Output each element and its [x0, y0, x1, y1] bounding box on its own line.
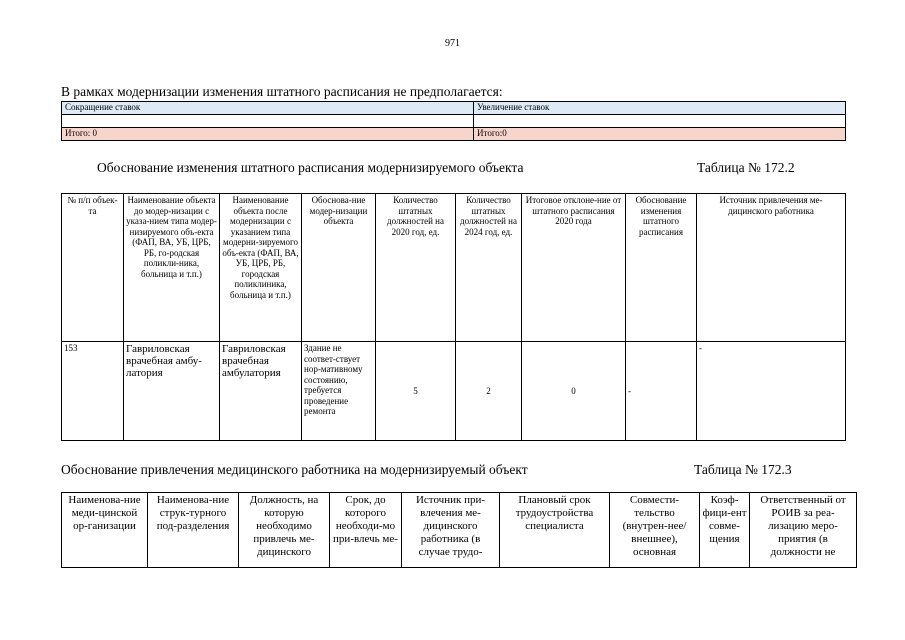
- table-172-2-number: Таблица № 172.2: [697, 160, 795, 175]
- table-172-2: [61, 193, 846, 441]
- t2-cell-source: -: [697, 342, 846, 441]
- t3-header-combination: Совмести-тельство (внутрен-нее/внешнее), основная: [610, 493, 700, 568]
- t2-header-source: Источник привлечения ме-дицинского работника: [697, 194, 846, 342]
- reduction-label: Сокращение ставок: [62, 102, 474, 115]
- table-172-3: [61, 492, 857, 568]
- t3-header-source: Источник при-влечения ме-дицинского работника (в случае трудо-: [402, 493, 500, 568]
- t2-header-count-2020: Количество штатных должностей на 2020 год, ед.: [376, 194, 456, 342]
- t3-header-responsible: Ответственный от РОИВ за реа-лизацию меро-приятия (в должности не: [750, 493, 857, 568]
- t2-cell-name-before: Гавриловская врачебная амбу-латория: [124, 342, 220, 441]
- t3-header-coefficient: Коэф-фици-ент совме-щения: [700, 493, 750, 568]
- page-number: 971: [445, 38, 460, 49]
- t2-header-name-after: Наименование объекта после модернизации с указанием типа модерни-зируемого объ-екта (ФАП, ВА, УБ, ЦРБ, РБ, городская поликлиника, больница и т.п.): [220, 194, 302, 342]
- t2-cell-change-reason: -: [626, 342, 697, 441]
- t2-cell-deviation: 0: [522, 342, 626, 441]
- table-172-3-number: Таблица № 172.3: [694, 462, 792, 477]
- intro-text: В рамках модернизации изменения штатного расписания не предполагается:: [61, 84, 503, 99]
- increase-total: Итого:0: [474, 128, 846, 141]
- t2-cell-name-after: Гавриловская врачебная амбулатория: [220, 342, 302, 441]
- t2-header-num: № п/п объек-та: [62, 194, 124, 342]
- staff-change-table: [61, 101, 846, 141]
- increase-label: Увеличение ставок: [474, 102, 846, 115]
- table-172-3-heading: Обоснование привлечения медицинского работника на модернизируемый объект: [61, 462, 528, 477]
- t2-cell-num: 153: [62, 342, 124, 441]
- t2-header-name-before: Наименование объекта до модер-низации с указа-нием типа модер-низируемого объ-екта (ФАП, ВА, УБ, ЦРБ, РБ, го-родская поликли-ника, больница и т.п.): [124, 194, 220, 342]
- t3-header-deadline: Срок, до которого необходи-мо при-влечь ме-: [330, 493, 402, 568]
- increase-empty-cell: [474, 115, 846, 128]
- reduction-empty-cell: [62, 115, 474, 128]
- t2-cell-count-2024: 2: [456, 342, 522, 441]
- reduction-total: Итого: 0: [62, 128, 474, 141]
- t2-header-count-2024: Количество штатных должностей на 2024 год, ед.: [456, 194, 522, 342]
- t2-header-justification: Обоснова-ние модер-низации объекта: [302, 194, 376, 342]
- table-172-3-viewport: [55, 492, 865, 568]
- t2-header-change-reason: Обоснование изменения штатного расписания: [626, 194, 697, 342]
- t2-cell-count-2020: 5: [376, 342, 456, 441]
- t3-header-org-name: Наименова-ние меди-цинской ор-ганизации: [62, 493, 148, 568]
- table-172-2-heading: Обоснование изменения штатного расписания модернизируемого объекта: [97, 160, 524, 175]
- t2-cell-justification: Здание не соответ-ствует нор-мативному состоянию, требуется проведение ремонта: [302, 342, 376, 441]
- t3-header-subdivision: Наименова-ние струк-турного под-разделения: [148, 493, 239, 568]
- t3-header-planned-date: Плановый срок трудоустройства специалиста: [500, 493, 610, 568]
- table-row: [62, 342, 846, 441]
- t2-header-deviation: Итоговое отклоне-ние от штатного расписания 2020 года: [522, 194, 626, 342]
- t3-header-position: Должность, на которую необходимо привлечь ме-дицинского: [239, 493, 330, 568]
